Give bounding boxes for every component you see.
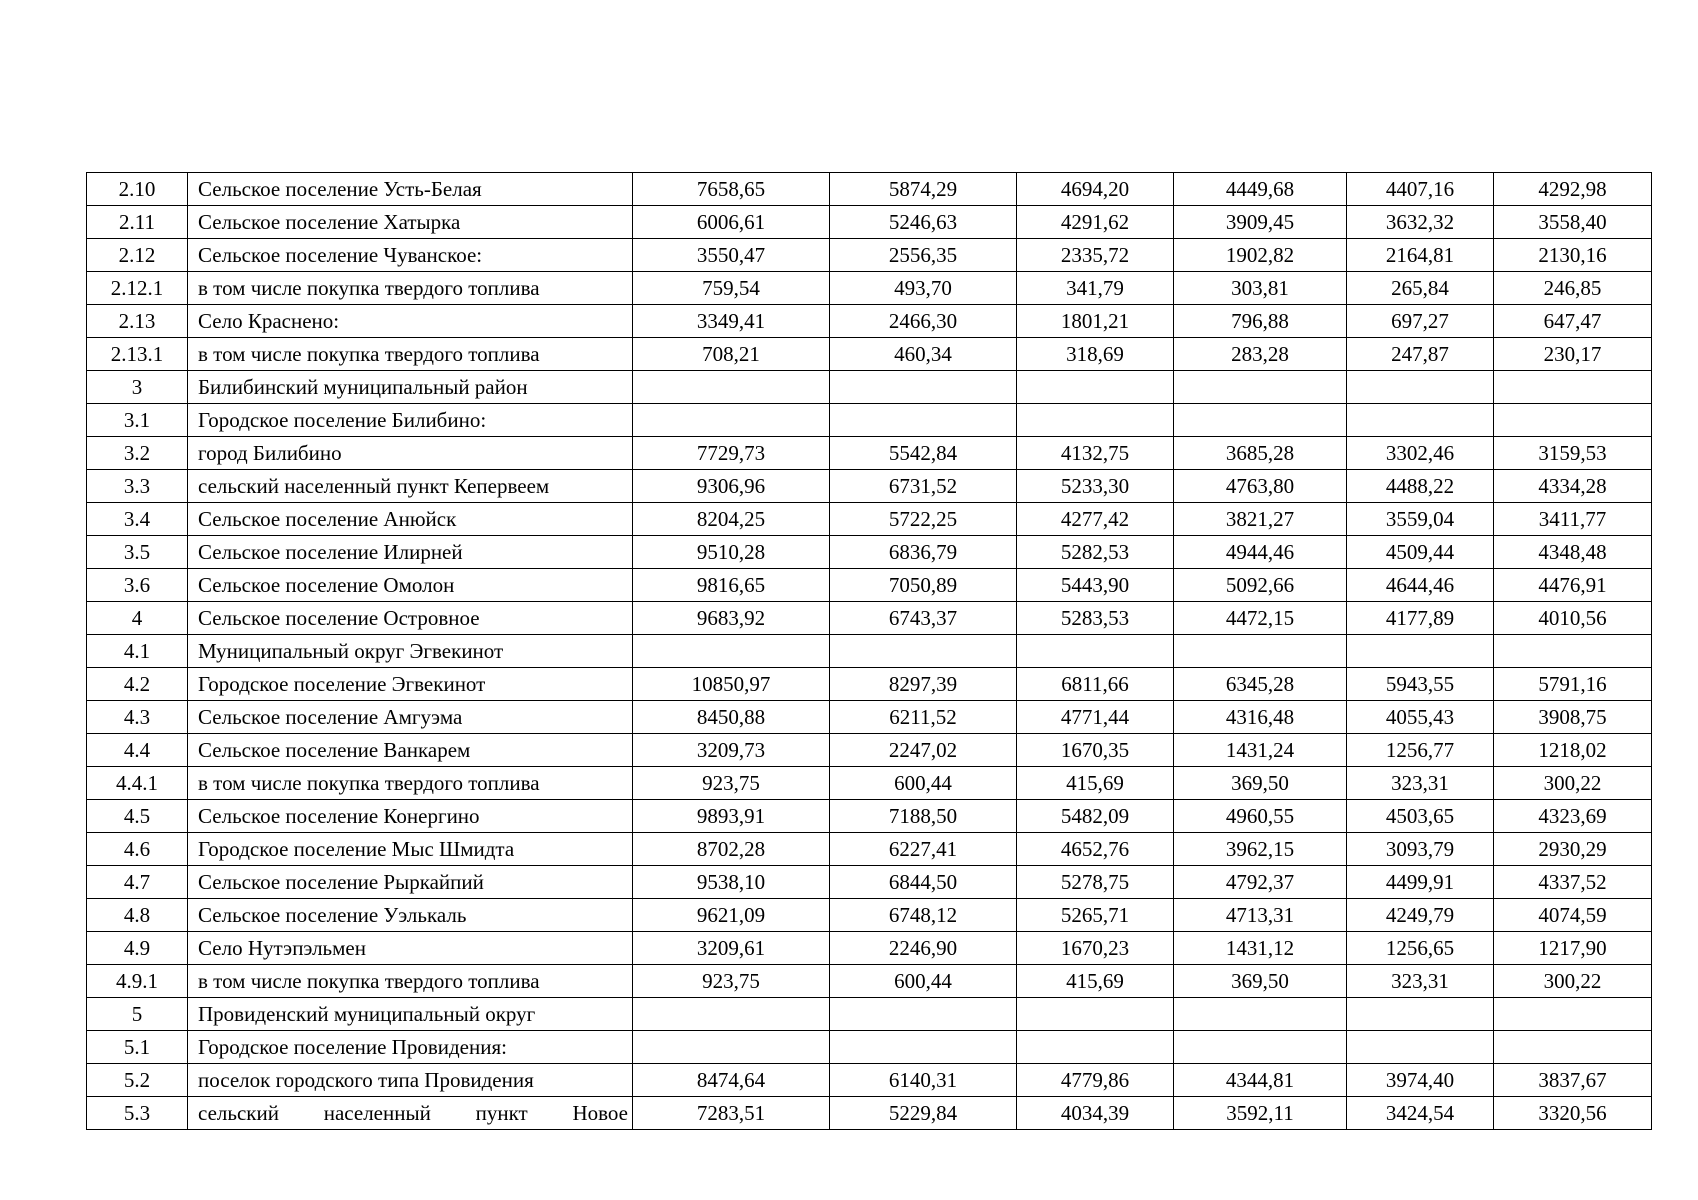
- settlement-name-cell: Билибинский муниципальный район: [188, 371, 633, 404]
- value-cell-3: 6811,66: [1017, 668, 1174, 701]
- table-row: [87, 338, 1652, 371]
- value-cell-6: [1494, 998, 1652, 1031]
- row-number-cell: 4.3: [87, 701, 188, 734]
- value-cell-4: [1174, 371, 1347, 404]
- value-cell-6: 3159,53: [1494, 437, 1652, 470]
- settlement-name-cell: Городское поселение Провидения:: [188, 1031, 633, 1064]
- settlement-name-cell: Сельское поселение Уэлькаль: [188, 899, 633, 932]
- value-cell-5: [1347, 635, 1494, 668]
- row-number-cell: 4.2: [87, 668, 188, 701]
- value-cell-2: 2247,02: [830, 734, 1017, 767]
- settlement-name-cell: Сельское поселение Хатырка: [188, 206, 633, 239]
- value-cell-2: [830, 371, 1017, 404]
- value-cell-4: 796,88: [1174, 305, 1347, 338]
- row-number-cell: 5: [87, 998, 188, 1031]
- value-cell-2: 5874,29: [830, 173, 1017, 206]
- value-cell-6: 1217,90: [1494, 932, 1652, 965]
- settlement-name-cell: сельский населенный пункт Кепервеем: [188, 470, 633, 503]
- value-cell-2: [830, 998, 1017, 1031]
- tariff-table: [86, 172, 1652, 1130]
- value-cell-5: 4407,16: [1347, 173, 1494, 206]
- value-cell-4: 1431,24: [1174, 734, 1347, 767]
- value-cell-2: 6227,41: [830, 833, 1017, 866]
- row-number-cell: 2.13.1: [87, 338, 188, 371]
- settlement-name-cell: в том числе покупка твердого топлива: [188, 338, 633, 371]
- settlement-name-cell: в том числе покупка твердого топлива: [188, 272, 633, 305]
- value-cell-3: 5443,90: [1017, 569, 1174, 602]
- value-cell-1: 7283,51: [633, 1097, 830, 1130]
- value-cell-1: 8204,25: [633, 503, 830, 536]
- value-cell-3: 5233,30: [1017, 470, 1174, 503]
- value-cell-4: [1174, 635, 1347, 668]
- settlement-name-cell: Сельское поселение Усть-Белая: [188, 173, 633, 206]
- value-cell-1: 8702,28: [633, 833, 830, 866]
- value-cell-5: 4488,22: [1347, 470, 1494, 503]
- value-cell-2: [830, 635, 1017, 668]
- table-row: [87, 899, 1652, 932]
- value-cell-5: 4249,79: [1347, 899, 1494, 932]
- table-row: [87, 206, 1652, 239]
- value-cell-4: 4763,80: [1174, 470, 1347, 503]
- table-row: [87, 503, 1652, 536]
- settlement-name-cell: в том числе покупка твердого топлива: [188, 767, 633, 800]
- value-cell-3: 5282,53: [1017, 536, 1174, 569]
- value-cell-2: 600,44: [830, 767, 1017, 800]
- value-cell-3: 1670,35: [1017, 734, 1174, 767]
- value-cell-5: 1256,77: [1347, 734, 1494, 767]
- row-number-cell: 3: [87, 371, 188, 404]
- table-row: [87, 272, 1652, 305]
- value-cell-2: 2466,30: [830, 305, 1017, 338]
- row-number-cell: 4.6: [87, 833, 188, 866]
- settlement-name-cell: Сельское поселение Конергино: [188, 800, 633, 833]
- table-row: [87, 1097, 1652, 1130]
- value-cell-1: 9306,96: [633, 470, 830, 503]
- value-cell-1: 9510,28: [633, 536, 830, 569]
- value-cell-1: 7658,65: [633, 173, 830, 206]
- value-cell-3: [1017, 1031, 1174, 1064]
- value-cell-3: 4034,39: [1017, 1097, 1174, 1130]
- value-cell-2: [830, 404, 1017, 437]
- table-row: [87, 635, 1652, 668]
- value-cell-5: 3974,40: [1347, 1064, 1494, 1097]
- value-cell-3: [1017, 404, 1174, 437]
- value-cell-3: 4132,75: [1017, 437, 1174, 470]
- value-cell-4: 4960,55: [1174, 800, 1347, 833]
- row-number-cell: 2.11: [87, 206, 188, 239]
- row-number-cell: 3.2: [87, 437, 188, 470]
- value-cell-2: 6836,79: [830, 536, 1017, 569]
- value-cell-1: 10850,97: [633, 668, 830, 701]
- table-row: [87, 305, 1652, 338]
- value-cell-6: [1494, 1031, 1652, 1064]
- value-cell-4: [1174, 1031, 1347, 1064]
- table-row: [87, 239, 1652, 272]
- value-cell-2: 8297,39: [830, 668, 1017, 701]
- value-cell-4: 4792,37: [1174, 866, 1347, 899]
- value-cell-2: 6743,37: [830, 602, 1017, 635]
- value-cell-3: 415,69: [1017, 767, 1174, 800]
- value-cell-4: 4713,31: [1174, 899, 1347, 932]
- value-cell-2: 6748,12: [830, 899, 1017, 932]
- row-number-cell: 4.1: [87, 635, 188, 668]
- value-cell-6: 647,47: [1494, 305, 1652, 338]
- value-cell-5: 2164,81: [1347, 239, 1494, 272]
- value-cell-2: 7050,89: [830, 569, 1017, 602]
- value-cell-3: 4652,76: [1017, 833, 1174, 866]
- value-cell-5: 4503,65: [1347, 800, 1494, 833]
- value-cell-5: 323,31: [1347, 965, 1494, 998]
- value-cell-2: 460,34: [830, 338, 1017, 371]
- table-row: [87, 173, 1652, 206]
- value-cell-5: 3632,32: [1347, 206, 1494, 239]
- value-cell-5: 4509,44: [1347, 536, 1494, 569]
- row-number-cell: 4.4.1: [87, 767, 188, 800]
- value-cell-1: 7729,73: [633, 437, 830, 470]
- value-cell-3: 2335,72: [1017, 239, 1174, 272]
- value-cell-5: 5943,55: [1347, 668, 1494, 701]
- value-cell-4: [1174, 404, 1347, 437]
- value-cell-1: 923,75: [633, 767, 830, 800]
- value-cell-4: 3685,28: [1174, 437, 1347, 470]
- value-cell-6: 3558,40: [1494, 206, 1652, 239]
- value-cell-2: 6211,52: [830, 701, 1017, 734]
- settlement-name-cell: Сельское поселение Чуванское:: [188, 239, 633, 272]
- value-cell-1: 8474,64: [633, 1064, 830, 1097]
- row-number-cell: 4.8: [87, 899, 188, 932]
- table-row: [87, 734, 1652, 767]
- table-row: [87, 569, 1652, 602]
- value-cell-6: 4010,56: [1494, 602, 1652, 635]
- row-number-cell: 4: [87, 602, 188, 635]
- table-row: [87, 1064, 1652, 1097]
- value-cell-4: 4344,81: [1174, 1064, 1347, 1097]
- value-cell-3: 1801,21: [1017, 305, 1174, 338]
- value-cell-2: 5542,84: [830, 437, 1017, 470]
- value-cell-5: 4177,89: [1347, 602, 1494, 635]
- value-cell-3: 4291,62: [1017, 206, 1174, 239]
- value-cell-5: 4055,43: [1347, 701, 1494, 734]
- value-cell-1: 3550,47: [633, 239, 830, 272]
- value-cell-6: 5791,16: [1494, 668, 1652, 701]
- value-cell-3: 5265,71: [1017, 899, 1174, 932]
- row-number-cell: 5.2: [87, 1064, 188, 1097]
- table-row: [87, 371, 1652, 404]
- value-cell-4: 3909,45: [1174, 206, 1347, 239]
- value-cell-5: 1256,65: [1347, 932, 1494, 965]
- value-cell-4: 369,50: [1174, 965, 1347, 998]
- value-cell-2: 6731,52: [830, 470, 1017, 503]
- value-cell-6: 3908,75: [1494, 701, 1652, 734]
- value-cell-1: 3349,41: [633, 305, 830, 338]
- value-cell-3: [1017, 635, 1174, 668]
- value-cell-3: 4694,20: [1017, 173, 1174, 206]
- value-cell-4: 3592,11: [1174, 1097, 1347, 1130]
- value-cell-6: 3837,67: [1494, 1064, 1652, 1097]
- value-cell-2: 5229,84: [830, 1097, 1017, 1130]
- value-cell-6: [1494, 635, 1652, 668]
- value-cell-6: 4074,59: [1494, 899, 1652, 932]
- table-row: [87, 701, 1652, 734]
- value-cell-3: 4779,86: [1017, 1064, 1174, 1097]
- value-cell-4: 5092,66: [1174, 569, 1347, 602]
- value-cell-1: [633, 635, 830, 668]
- table-row: [87, 602, 1652, 635]
- settlement-name-cell: Сельское поселение Рыркайпий: [188, 866, 633, 899]
- value-cell-5: [1347, 404, 1494, 437]
- value-cell-6: 246,85: [1494, 272, 1652, 305]
- value-cell-6: 4292,98: [1494, 173, 1652, 206]
- value-cell-4: 6345,28: [1174, 668, 1347, 701]
- value-cell-5: 697,27: [1347, 305, 1494, 338]
- value-cell-1: [633, 371, 830, 404]
- value-cell-4: 4449,68: [1174, 173, 1347, 206]
- row-number-cell: 4.4: [87, 734, 188, 767]
- table-row: [87, 404, 1652, 437]
- table-body: [87, 173, 1652, 1130]
- value-cell-5: 3559,04: [1347, 503, 1494, 536]
- value-cell-4: 4472,15: [1174, 602, 1347, 635]
- value-cell-5: 4499,91: [1347, 866, 1494, 899]
- value-cell-3: 4771,44: [1017, 701, 1174, 734]
- value-cell-6: 3320,56: [1494, 1097, 1652, 1130]
- settlement-name-cell: Сельское поселение Омолон: [188, 569, 633, 602]
- value-cell-2: 600,44: [830, 965, 1017, 998]
- value-cell-1: 923,75: [633, 965, 830, 998]
- value-cell-1: 9683,92: [633, 602, 830, 635]
- value-cell-5: 4644,46: [1347, 569, 1494, 602]
- value-cell-5: 247,87: [1347, 338, 1494, 371]
- row-number-cell: 4.7: [87, 866, 188, 899]
- value-cell-2: 2556,35: [830, 239, 1017, 272]
- value-cell-1: [633, 1031, 830, 1064]
- settlement-name-cell: Городское поселение Мыс Шмидта: [188, 833, 633, 866]
- settlement-name-cell: Провиденский муниципальный округ: [188, 998, 633, 1031]
- value-cell-1: 9893,91: [633, 800, 830, 833]
- value-cell-6: 3411,77: [1494, 503, 1652, 536]
- value-cell-1: 759,54: [633, 272, 830, 305]
- settlement-name-cell: Сельское поселение Островное: [188, 602, 633, 635]
- table-row: [87, 470, 1652, 503]
- table-row: [87, 767, 1652, 800]
- value-cell-6: 4334,28: [1494, 470, 1652, 503]
- value-cell-6: [1494, 404, 1652, 437]
- value-cell-1: 8450,88: [633, 701, 830, 734]
- value-cell-1: [633, 998, 830, 1031]
- table-row: [87, 833, 1652, 866]
- settlement-name-cell: Городское поселение Эгвекинот: [188, 668, 633, 701]
- table-row: [87, 800, 1652, 833]
- settlement-name-cell: сельский населенный пункт Новое: [188, 1097, 633, 1130]
- value-cell-2: 6140,31: [830, 1064, 1017, 1097]
- row-number-cell: 2.10: [87, 173, 188, 206]
- settlement-name-cell: Сельское поселение Илирней: [188, 536, 633, 569]
- value-cell-4: [1174, 998, 1347, 1031]
- value-cell-6: 300,22: [1494, 767, 1652, 800]
- value-cell-6: 230,17: [1494, 338, 1652, 371]
- row-number-cell: 5.1: [87, 1031, 188, 1064]
- value-cell-1: 6006,61: [633, 206, 830, 239]
- value-cell-4: 4944,46: [1174, 536, 1347, 569]
- table-row: [87, 965, 1652, 998]
- settlement-name-cell: Муниципальный округ Эгвекинот: [188, 635, 633, 668]
- value-cell-6: 300,22: [1494, 965, 1652, 998]
- value-cell-6: 4337,52: [1494, 866, 1652, 899]
- value-cell-1: 9538,10: [633, 866, 830, 899]
- value-cell-6: 2130,16: [1494, 239, 1652, 272]
- value-cell-1: 708,21: [633, 338, 830, 371]
- settlement-name-cell: поселок городского типа Провидения: [188, 1064, 633, 1097]
- value-cell-6: 4348,48: [1494, 536, 1652, 569]
- settlement-name-cell: Сельское поселение Анюйск: [188, 503, 633, 536]
- settlement-name-cell: Городское поселение Билибино:: [188, 404, 633, 437]
- settlement-name-cell: Село Нутэпэльмен: [188, 932, 633, 965]
- value-cell-2: 7188,50: [830, 800, 1017, 833]
- row-number-cell: 4.9.1: [87, 965, 188, 998]
- value-cell-5: 3424,54: [1347, 1097, 1494, 1130]
- row-number-cell: 5.3: [87, 1097, 188, 1130]
- table-row: [87, 866, 1652, 899]
- value-cell-3: 1670,23: [1017, 932, 1174, 965]
- value-cell-2: 2246,90: [830, 932, 1017, 965]
- table-row: [87, 1031, 1652, 1064]
- row-number-cell: 4.9: [87, 932, 188, 965]
- value-cell-3: 415,69: [1017, 965, 1174, 998]
- table-row: [87, 998, 1652, 1031]
- value-cell-3: 318,69: [1017, 338, 1174, 371]
- value-cell-5: [1347, 1031, 1494, 1064]
- value-cell-3: 5278,75: [1017, 866, 1174, 899]
- value-cell-1: 3209,61: [633, 932, 830, 965]
- value-cell-1: 3209,73: [633, 734, 830, 767]
- row-number-cell: 4.5: [87, 800, 188, 833]
- value-cell-4: 283,28: [1174, 338, 1347, 371]
- value-cell-2: 493,70: [830, 272, 1017, 305]
- row-number-cell: 3.1: [87, 404, 188, 437]
- value-cell-1: [633, 404, 830, 437]
- value-cell-3: [1017, 371, 1174, 404]
- value-cell-6: [1494, 371, 1652, 404]
- value-cell-5: [1347, 371, 1494, 404]
- value-cell-4: 369,50: [1174, 767, 1347, 800]
- value-cell-6: 4323,69: [1494, 800, 1652, 833]
- value-cell-6: 2930,29: [1494, 833, 1652, 866]
- settlement-name-cell: Сельское поселение Ванкарем: [188, 734, 633, 767]
- value-cell-1: 9621,09: [633, 899, 830, 932]
- value-cell-2: 5722,25: [830, 503, 1017, 536]
- settlement-name-cell: город Билибино: [188, 437, 633, 470]
- row-number-cell: 3.6: [87, 569, 188, 602]
- row-number-cell: 3.5: [87, 536, 188, 569]
- table-row: [87, 932, 1652, 965]
- value-cell-3: 5283,53: [1017, 602, 1174, 635]
- row-number-cell: 3.4: [87, 503, 188, 536]
- value-cell-6: 1218,02: [1494, 734, 1652, 767]
- table-row: [87, 437, 1652, 470]
- value-cell-2: 6844,50: [830, 866, 1017, 899]
- table-row: [87, 536, 1652, 569]
- settlement-name-cell: в том числе покупка твердого топлива: [188, 965, 633, 998]
- value-cell-1: 9816,65: [633, 569, 830, 602]
- value-cell-5: 265,84: [1347, 272, 1494, 305]
- value-cell-5: [1347, 998, 1494, 1031]
- row-number-cell: 2.13: [87, 305, 188, 338]
- row-number-cell: 2.12.1: [87, 272, 188, 305]
- value-cell-3: 4277,42: [1017, 503, 1174, 536]
- value-cell-3: 5482,09: [1017, 800, 1174, 833]
- value-cell-3: 341,79: [1017, 272, 1174, 305]
- value-cell-2: [830, 1031, 1017, 1064]
- value-cell-3: [1017, 998, 1174, 1031]
- value-cell-4: 3821,27: [1174, 503, 1347, 536]
- value-cell-4: 1902,82: [1174, 239, 1347, 272]
- table-row: [87, 668, 1652, 701]
- value-cell-4: 4316,48: [1174, 701, 1347, 734]
- value-cell-5: 323,31: [1347, 767, 1494, 800]
- settlement-name-cell: Село Краснено:: [188, 305, 633, 338]
- settlement-name-cell: Сельское поселение Амгуэма: [188, 701, 633, 734]
- value-cell-5: 3093,79: [1347, 833, 1494, 866]
- value-cell-6: 4476,91: [1494, 569, 1652, 602]
- row-number-cell: 3.3: [87, 470, 188, 503]
- value-cell-2: 5246,63: [830, 206, 1017, 239]
- value-cell-5: 3302,46: [1347, 437, 1494, 470]
- value-cell-4: 3962,15: [1174, 833, 1347, 866]
- value-cell-4: 1431,12: [1174, 932, 1347, 965]
- row-number-cell: 2.12: [87, 239, 188, 272]
- value-cell-4: 303,81: [1174, 272, 1347, 305]
